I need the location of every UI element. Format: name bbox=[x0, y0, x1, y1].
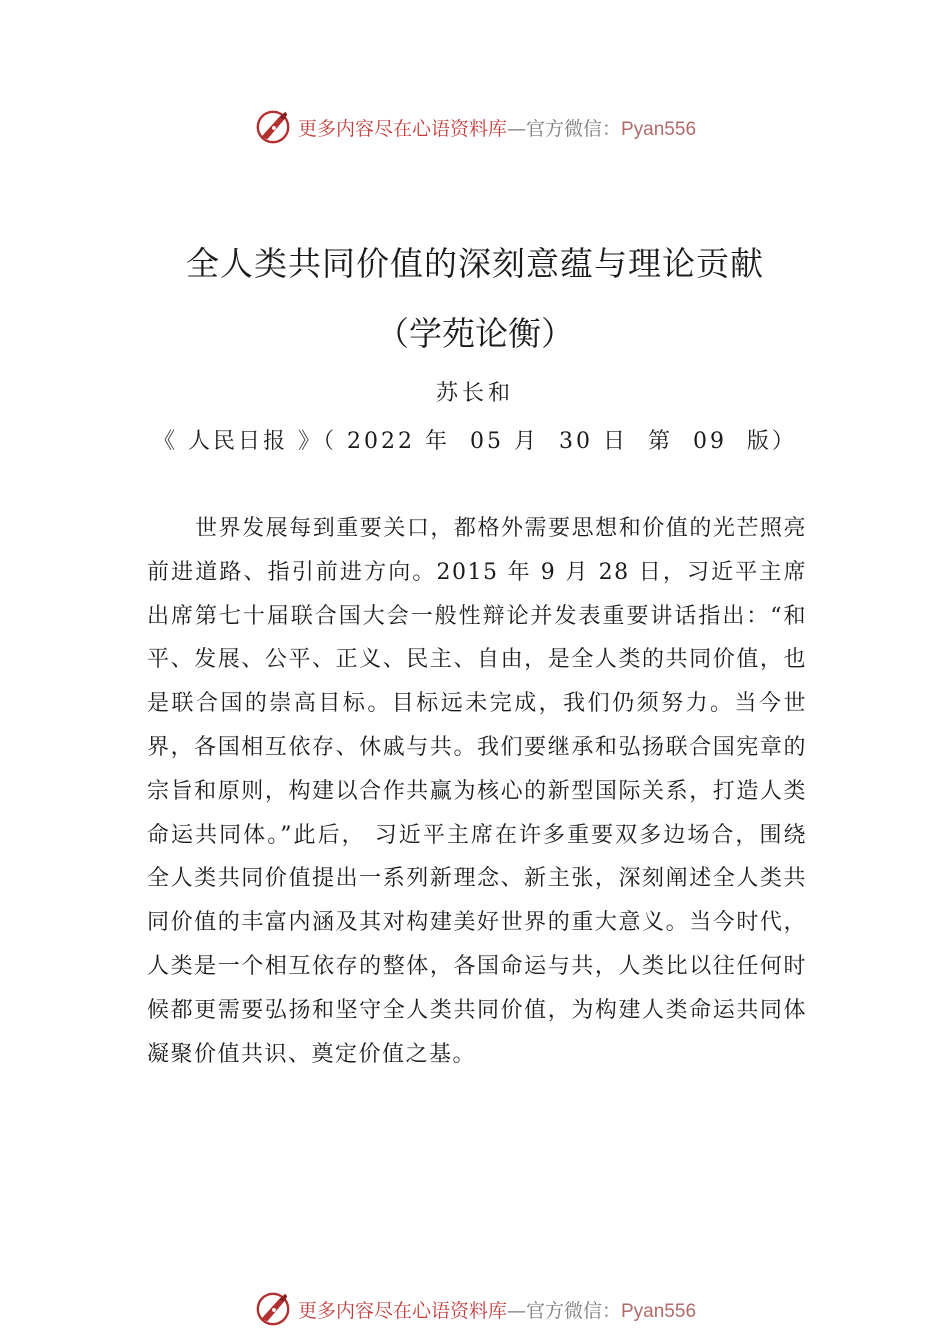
pen-nib-circle-icon bbox=[254, 108, 292, 146]
article-paragraph: 世界发展每到重要关口，都格外需要思想和价值的光芒照亮前进道路、指引前进方向。2015 年 9 月 28 日，习近平主席出席第七十届联合国大会一般性辩论并发表重要讲话指出：“和平、发展、公平、正义、民主、自由，是全人类的共同价值，也是联合国的崇高目标。目标远未完成，我们仍须努力。当今世界，各国相互依存、休戚与共。我们要继承和弘扬联合国宪章的宗旨和原则，构建以合作共赢为核心的新型国际关系，打造人类命运共同体。”此后， 习近平主席在许多重要双多边场合，围绕全人类共同价值提出一系列新理念、新主张，深刻阐述全人类共同价值的丰富内涵及其对构建美好世界的重大意义。当今时代，人类是一个相互依存的整体，各国命运与共，人类比以往任何时候都更需要弘扬和坚守全人类共同价值，为构建人类命运共同体凝聚价值共识、奠定价值之基。 bbox=[147, 516, 807, 1067]
watermark-dash: — bbox=[506, 117, 526, 140]
watermark-wechat-id: Pyan556 bbox=[621, 118, 697, 140]
article-title: 全人类共同价值的深刻意蕴与理论贡献 bbox=[186, 244, 764, 283]
pen-nib-circle-icon bbox=[254, 1290, 292, 1328]
watermark-wechat-label: 官方微信： bbox=[525, 1299, 621, 1322]
article-source: 《 人民日报 》（ 2022 年 05 月 30 日 第 09 版） bbox=[153, 429, 797, 454]
article-author: 苏长和 bbox=[435, 381, 514, 406]
footer-watermark bbox=[0, 1290, 950, 1328]
watermark-red-text: 更多内容尽在心语资料库 bbox=[297, 117, 507, 140]
article-subtitle: （学苑论衡） bbox=[376, 314, 574, 353]
watermark-red-text: 更多内容尽在心语资料库 bbox=[297, 1299, 507, 1322]
watermark-wechat-id: Pyan556 bbox=[621, 1300, 697, 1322]
watermark-dash: — bbox=[506, 1299, 526, 1322]
watermark-wechat-label: 官方微信： bbox=[525, 117, 621, 140]
header-watermark bbox=[0, 108, 950, 146]
